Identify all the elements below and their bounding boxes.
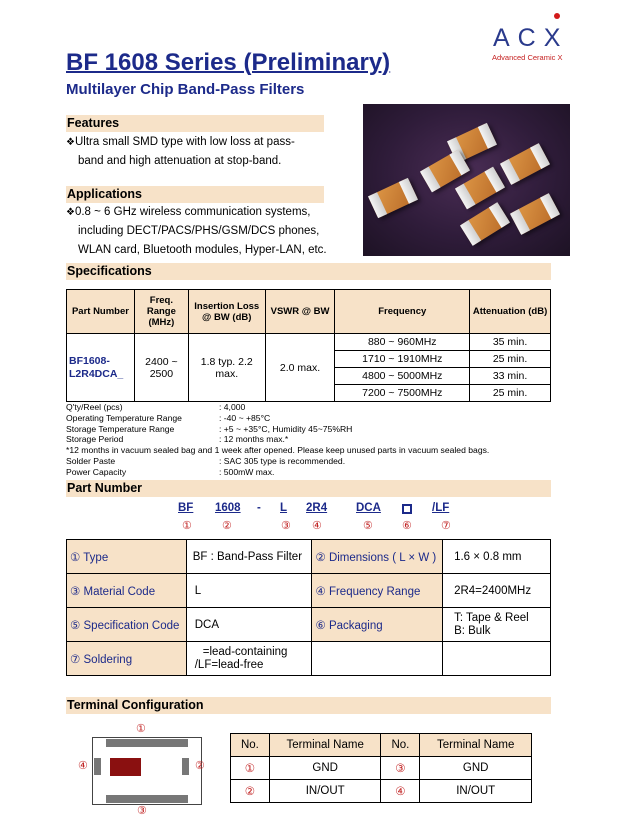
terminal-name: GND	[269, 757, 381, 780]
vswr-cell: 2.0 max.	[265, 334, 335, 402]
part-number-table	[66, 539, 551, 676]
terminal-name: GND	[420, 757, 532, 780]
attenuation-cell: 25 min.	[470, 385, 551, 402]
frequency-cell: 7200 ~ 7500MHz	[335, 385, 470, 402]
terminal-1-pad	[106, 739, 188, 747]
circle-2: ②	[222, 520, 232, 532]
diagram-label-3: ③	[137, 805, 147, 816]
company-logo: ACX	[493, 24, 569, 52]
attenuation-cell: 33 min.	[470, 368, 551, 385]
terminal-name: IN/OUT	[269, 780, 381, 803]
terminal-no: ①	[231, 757, 270, 780]
attenuation-cell: 35 min.	[470, 334, 551, 351]
packaging-label: ⑥ Packaging	[312, 608, 443, 642]
frequency-range-value: 2R4=2400MHz	[443, 574, 551, 608]
circle-4: ④	[312, 520, 322, 532]
circle-7: ⑦	[441, 520, 451, 532]
col-no-2: No.	[381, 734, 420, 757]
col-terminal-name-2: Terminal Name	[420, 734, 532, 757]
page-subtitle: Multilayer Chip Band-Pass Filters	[66, 81, 305, 98]
diagram-label-2: ②	[195, 760, 205, 772]
type-value: BF : Band-Pass Filter	[186, 540, 312, 574]
diagram-label-4: ④	[78, 760, 88, 772]
col-attenuation: Attenuation (dB)	[470, 290, 551, 334]
type-label: ① Type	[67, 540, 187, 574]
soldering-label: ⑦ Soldering	[67, 642, 187, 676]
applications-text: ❖0.8 ~ 6 GHz wireless communication systems, including DECT/PACS/PHS/GSM/DCS phones, WLAN card, Bluetooth modules, Hyper-LAN, etc.	[66, 206, 327, 256]
insertion-loss-cell: 1.8 typ. 2.2 max.	[188, 334, 265, 402]
col-vswr: VSWR @ BW	[265, 290, 335, 334]
chip-body	[110, 758, 141, 776]
circle-6: ⑥	[402, 520, 412, 532]
terminal-no: ④	[381, 780, 420, 803]
col-freq-range: Freq. Range (MHz)	[134, 290, 188, 334]
features-heading: Features	[66, 115, 324, 132]
empty-value	[443, 642, 551, 676]
empty-label	[312, 642, 443, 676]
spec-code-label: ⑤ Specification Code	[67, 608, 187, 642]
code-lead-free: /LF	[432, 502, 450, 514]
terminal-diagram	[76, 722, 216, 816]
specifications-heading: Specifications	[66, 263, 551, 280]
terminal-heading: Terminal Configuration	[66, 697, 551, 714]
terminal-no: ②	[231, 780, 270, 803]
circle-1: ①	[182, 520, 192, 532]
terminal-table	[230, 733, 532, 803]
code-size: 1608	[215, 502, 241, 514]
features-text: ❖Ultra small SMD type with low loss at pass- band and high attenuation at stop-band.	[66, 136, 295, 167]
frequency-range-label: ④ Frequency Range	[312, 574, 443, 608]
spec-code-value: DCA	[186, 608, 312, 642]
col-insertion-loss: Insertion Loss @ BW (dB)	[188, 290, 265, 334]
attenuation-cell: 25 min.	[470, 351, 551, 368]
code-bf: BF	[178, 502, 194, 514]
circle-5: ⑤	[363, 520, 373, 532]
freq-range-cell: 2400 ~ 2500	[134, 334, 188, 402]
diagram-label-1: ①	[136, 723, 146, 735]
col-no-1: No.	[231, 734, 270, 757]
col-terminal-name-1: Terminal Name	[269, 734, 381, 757]
soldering-value: =lead-containing /LF=lead-free	[186, 642, 312, 676]
terminal-4-pad	[94, 758, 101, 775]
spec-notes: Q'ty/Reel (pcs) : 4,000 Operating Temperature Range : -40 ~ +85°C Storage Temperature Range : +5 ~ +35°C, Humidity 45~75%RH Storage Period : 12 months max.* *12 months in vacuum sealed bag and 1 week after opened. Please keep unused parts in vacuum sealed bags. Solder Paste : SAC 305 type is recommended. Power Capacity : 500mW max.	[66, 402, 490, 477]
code-frequency: 2R4	[306, 502, 328, 514]
frequency-cell: 880 ~ 960MHz	[335, 334, 470, 351]
dimensions-value: 1.6 × 0.8 mm	[443, 540, 551, 574]
packaging-value: T: Tape & Reel B: Bulk	[443, 608, 551, 642]
product-photo	[363, 104, 570, 256]
frequency-cell: 4800 ~ 5000MHz	[335, 368, 470, 385]
code-spec: DCA	[356, 502, 381, 514]
terminal-no: ③	[381, 757, 420, 780]
col-part-number: Part Number	[67, 290, 135, 334]
terminal-2-pad	[182, 758, 189, 775]
terminal-name: IN/OUT	[420, 780, 532, 803]
dimensions-label: ② Dimensions ( L × W )	[312, 540, 443, 574]
code-packaging-box	[402, 504, 412, 514]
logo-dot	[554, 13, 560, 19]
circle-3: ③	[281, 520, 291, 532]
logo-tagline: Advanced Ceramic X	[492, 53, 563, 62]
code-dash: -	[257, 502, 261, 514]
page-title: BF 1608 Series (Preliminary)	[66, 49, 391, 76]
specifications-table	[66, 289, 551, 402]
frequency-cell: 1710 ~ 1910MHz	[335, 351, 470, 368]
col-frequency: Frequency	[335, 290, 470, 334]
material-value: L	[186, 574, 312, 608]
applications-heading: Applications	[66, 186, 324, 203]
part-number-heading: Part Number	[66, 480, 551, 497]
code-material: L	[280, 502, 288, 514]
part-number-cell: BF1608-L2R4DCA_	[67, 334, 135, 402]
material-label: ③ Material Code	[67, 574, 187, 608]
terminal-3-pad	[106, 795, 188, 803]
